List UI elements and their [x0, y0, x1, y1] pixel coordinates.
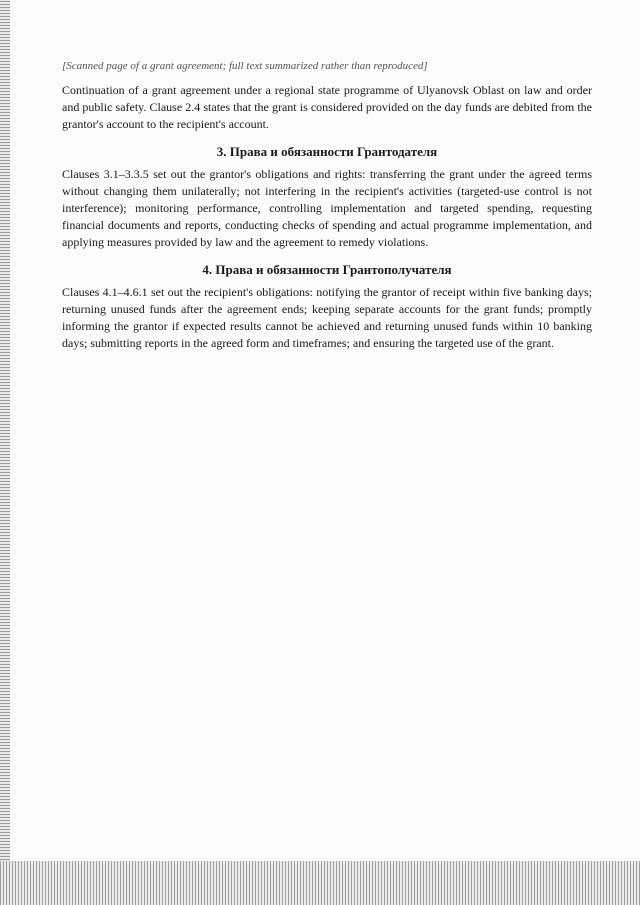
intro-summary: Continuation of a grant agreement under a regional state programme of Ulyanovsk Oblast on law and order and public safety. Clause 2.4 states that the grant is considered provided on the day funds are debited from the grantor's account to the recipient's account. [62, 83, 592, 131]
scan-edge-bottom [0, 861, 640, 905]
section-4-summary: Clauses 4.1–4.6.1 set out the recipient's obligations: notifying the grantor of receipt within five banking days; returning unused funds after the agreement ends; keeping separate accounts for the grant funds; promptly informing the grantor if expected results cannot be achieved and returning unused funds within 10 banking days; submitting reports in the agreed form and timeframes; and ensuring the targeted use of the grant. [62, 285, 592, 350]
summary-note: [Scanned page of a grant agreement; full text summarized rather than reproduced] [62, 60, 428, 72]
scan-edge-left [0, 0, 10, 905]
section-4-heading: 4. Права и обязанности Грантополучателя [202, 262, 452, 278]
section-3-summary: Clauses 3.1–3.3.5 set out the grantor's obligations and rights: transferring the grant under the agreed terms without changing them unilaterally; not interfering in the recipient's activities (targeted-use control is not interference); monitoring performance, controlling implementation and targeted spending, requesting financial documents and reports, conducting checks of spending and actual programme implementation, and applying measures provided by law and the agreement to remedy violations. [62, 167, 592, 249]
section-3-heading: 3. Права и обязанности Грантодателя [216, 144, 438, 160]
